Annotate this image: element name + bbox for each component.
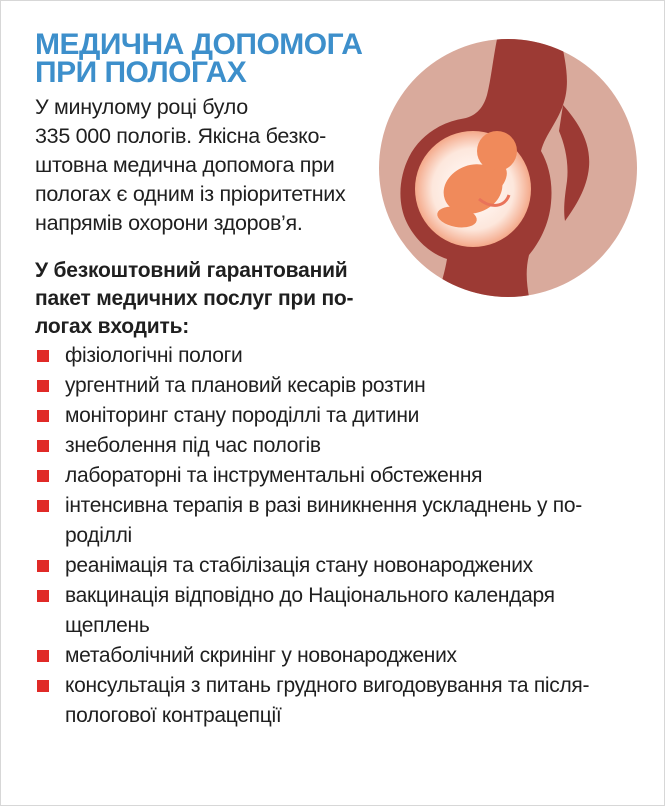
list-item-text: інтенсивна терапія в разі виникнення ускладнень у по- <box>65 494 582 517</box>
list-item <box>35 401 635 431</box>
list-item-text: знеболення під час пологів <box>65 434 321 457</box>
red-square-bullet-icon <box>37 410 49 422</box>
intro-line-2: 335 000 пологів. Якісна безко- <box>35 124 326 148</box>
intro-line-1: У минулому році було <box>35 95 248 119</box>
list-item-text: вакцинація відповідно до Національного календаря <box>65 584 555 607</box>
red-square-bullet-icon <box>37 350 49 362</box>
intro-line-3: штовна медична допомога при <box>35 153 335 177</box>
list-item-text: ургентний та плановий кесарів розтин <box>65 374 426 397</box>
red-square-bullet-icon <box>37 440 49 452</box>
title-line-1: МЕДИЧНА ДОПОМОГА <box>35 28 363 61</box>
list-item <box>35 641 635 671</box>
list-item <box>35 341 635 371</box>
list-item <box>35 581 635 641</box>
list-item-text-continued: пологової контрацепції <box>65 704 282 727</box>
list-item-text: моніторинг стану породіллі та дитини <box>65 404 420 427</box>
package-heading-line-2: пакет медичних послуг при по- <box>35 287 354 310</box>
list-item-text: фізіологічні пологи <box>65 344 243 367</box>
page-title <box>35 28 365 89</box>
list-item-text: лабораторні та інструментальні обстеження <box>65 464 483 487</box>
intro-line-4: пологах є одним із пріоритетних <box>35 182 346 206</box>
intro-line-5: напрямів охорони здоров’я. <box>35 211 303 235</box>
red-square-bullet-icon <box>37 560 49 572</box>
intro-paragraph <box>35 93 380 238</box>
list-item-text: метаболічний скринінг у новонароджених <box>65 644 457 667</box>
list-item <box>35 371 635 401</box>
pregnant-woman-silhouette-icon <box>379 39 637 297</box>
red-square-bullet-icon <box>37 470 49 482</box>
list-item-text: консультація з питань грудного вигодовування та після- <box>65 674 590 697</box>
services-list <box>35 341 635 731</box>
list-item <box>35 491 635 551</box>
list-item-text-continued: щеплень <box>65 614 150 637</box>
list-item <box>35 551 635 581</box>
package-heading-line-3: логах входить: <box>35 315 190 338</box>
list-item <box>35 431 635 461</box>
red-square-bullet-icon <box>37 380 49 392</box>
list-item <box>35 461 635 491</box>
list-item-text: реанімація та стабілізація стану новонароджених <box>65 554 533 577</box>
red-square-bullet-icon <box>37 680 49 692</box>
red-square-bullet-icon <box>37 650 49 662</box>
list-item-text-continued: роділлі <box>65 524 132 547</box>
title-line-2: ПРИ ПОЛОГАХ <box>35 56 247 89</box>
list-item <box>35 671 635 731</box>
package-heading <box>35 257 395 341</box>
red-square-bullet-icon <box>37 500 49 512</box>
package-heading-line-1: У безкоштовний гарантований <box>35 259 348 282</box>
red-square-bullet-icon <box>37 590 49 602</box>
